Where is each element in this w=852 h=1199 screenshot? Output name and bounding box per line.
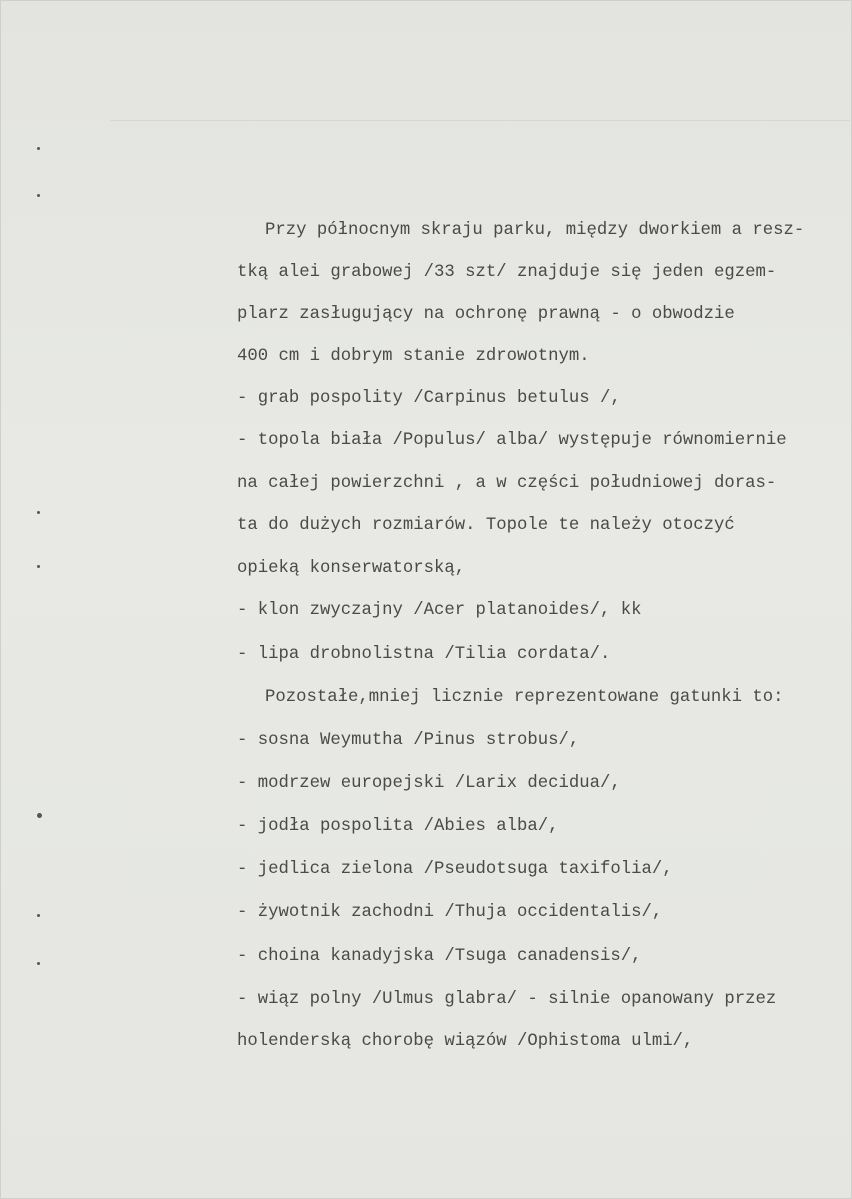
margin-mark: [37, 511, 40, 514]
list-item: - choina kanadyjska /Tsuga canadensis/,: [237, 947, 642, 966]
list-item: - żywotnik zachodni /Thuja occidentalis/,: [237, 903, 663, 922]
list-item: - klon zwyczajny /Acer platanoides/, kk: [237, 601, 642, 620]
list-item: - grab pospolity /Carpinus betulus /,: [237, 389, 621, 408]
text-line: ta do dużych rozmiarów. Topole te należy otoczyć: [237, 516, 735, 535]
text-line: na całej powierzchni , a w części południowej doras-: [237, 474, 777, 493]
margin-mark: [37, 813, 42, 818]
list-item: - modrzew europejski /Larix decidua/,: [237, 774, 621, 793]
list-item: - lipa drobnolistna /Tilia cordata/.: [237, 645, 611, 664]
margin-mark: [37, 147, 40, 150]
margin-mark: [37, 962, 40, 965]
text-line: Pozostałe,mniej licznie reprezentowane gatunki to:: [265, 688, 784, 707]
text-line: Przy północnym skraju parku, między dworkiem a resz-: [265, 221, 805, 240]
list-item: - jodła pospolita /Abies alba/,: [237, 817, 559, 836]
text-line: holenderską chorobę wiązów /Ophistoma ulmi/,: [237, 1032, 694, 1051]
list-item: - sosna Weymutha /Pinus strobus/,: [237, 731, 580, 750]
page-fold-line: [110, 120, 850, 121]
margin-mark: [37, 565, 40, 568]
text-line: plarz zasługujący na ochronę prawną - o obwodzie: [237, 305, 735, 324]
text-line: 400 cm i dobrym stanie zdrowotnym.: [237, 347, 590, 366]
margin-mark: [37, 194, 40, 197]
text-line: opieką konserwatorską,: [237, 559, 466, 578]
margin-mark: [37, 914, 40, 917]
list-item: - topola biała /Populus/ alba/ występuje równomiernie: [237, 431, 787, 450]
list-item: - jedlica zielona /Pseudotsuga taxifolia/,: [237, 860, 673, 879]
text-line: tką alei grabowej /33 szt/ znajduje się jeden egzem-: [237, 263, 777, 282]
list-item: - wiąz polny /Ulmus glabra/ - silnie opanowany przez: [237, 990, 777, 1009]
